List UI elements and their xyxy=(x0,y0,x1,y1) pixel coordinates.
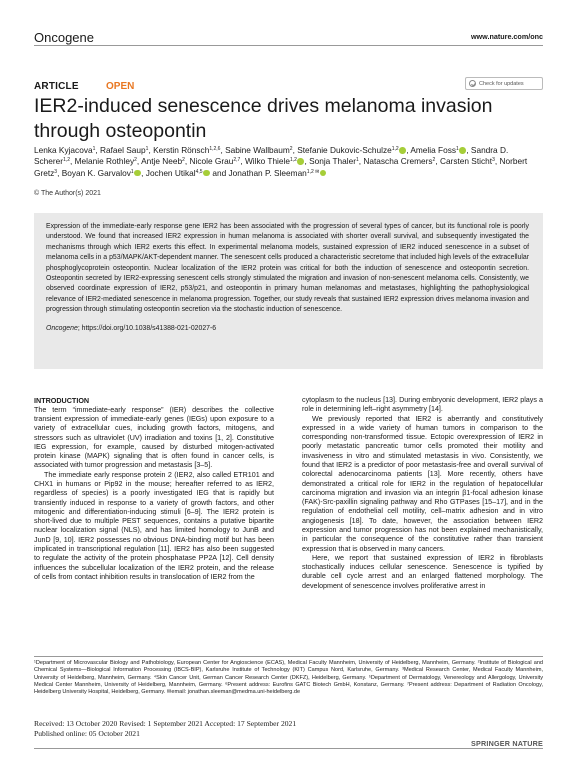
author-name-text: Stefanie Dukovic-Schulze xyxy=(297,145,392,155)
author-name-text: Nicole Grau xyxy=(189,156,234,167)
orcid-icon[interactable] xyxy=(399,147,406,154)
author-separator: , xyxy=(494,156,500,167)
author-name[interactable] xyxy=(153,145,220,155)
author-affiliation-marker: 1 xyxy=(456,146,459,152)
intro-paragraph-1: The term “immediate-early response” (IER) describes the collective transient expression of immediate-early genes (IEGs) upon exposure to a variety of extracellular cues, including growth factors, mitogens, and stressors such as ultraviolet (UV) irradiation and toxins [1, 2]. Constitutive IEG expression, for example, caused by disturbed mitogen-activated protein kinase (MAPK) signaling that is often found in cancer cells, is associated with tumor progression and metastasis [3–5]. xyxy=(34,405,274,470)
author-separator: , xyxy=(406,145,411,155)
author-separator: , xyxy=(435,156,440,167)
author-name[interactable] xyxy=(34,145,95,155)
author-affiliation-marker: 1,2 xyxy=(391,146,399,152)
author-affiliation-marker: 1,2,6 xyxy=(209,146,221,152)
affiliations-text: ¹Department of Microvascular Biology and Pathobiology, European Center for Angioscience (ECAS), Medical Faculty Mannheim, University of Heidelberg, Mannheim, Germany. ²Institute of Biological and Chemical Systems—Biological Information Processing (IBCS-BIP), Karlsruhe Institute of Technology (KIT) Campus Nord, Karlsruhe, Germany. ³Medical Research Center, Medical Faculty Mannheim, University of Heidelberg, Mannheim, Germany. ⁴Skin Cancer Unit, German Cancer Research Center (DKFZ), Heidelberg, Germany. ⁵Department of Dermatology, Venereology and Allergology, University Medical Center Mannheim, University of Heidelberg, Mannheim, Germany. ⁶Present address: Eurofins GATC Biotech GmbH, Konstanz, Germany. ⁷Present address: Department of Radiation Oncology, Heidelberg University Hospital, Heidelberg, Germany. ✉email: jonathan.sleeman@medma.uni-heidelberg.de xyxy=(34,660,543,696)
header-rule xyxy=(34,45,543,46)
author-separator: , xyxy=(292,145,298,155)
author-separator: , xyxy=(95,145,100,155)
author-affiliation-marker: 3 xyxy=(492,157,495,164)
right-text-column xyxy=(302,396,543,591)
author-affiliation-marker: 1,2 xyxy=(63,157,71,164)
author-separator: , xyxy=(136,156,142,167)
author-name-text: Norbert Gretz xyxy=(34,156,528,178)
author-affiliation-marker: 1,2 ✉ xyxy=(306,168,320,175)
check-updates-label: Check for updates xyxy=(479,80,524,87)
author-name[interactable] xyxy=(62,168,141,178)
author-name[interactable] xyxy=(245,156,305,166)
author-separator: , xyxy=(358,156,364,167)
author-affiliation-marker: 4,5 xyxy=(195,168,203,175)
author-affiliation-marker: 3 xyxy=(54,168,58,175)
author-name-text: Kerstin Rönsch xyxy=(153,145,210,155)
journal-website[interactable]: www.nature.com/onc xyxy=(470,32,543,41)
author-name[interactable] xyxy=(190,156,241,166)
author-list xyxy=(34,145,544,179)
author-affiliation-marker: 2 xyxy=(134,157,137,164)
author-name[interactable] xyxy=(75,156,137,166)
copyright-notice: © The Author(s) 2021 xyxy=(34,190,101,197)
author-name[interactable] xyxy=(410,145,466,155)
author-affiliation-marker: 2 xyxy=(182,157,185,164)
author-name-text: Jonathan P. Sleeman xyxy=(228,167,307,178)
author-name-text: Jochen Utikal xyxy=(145,167,196,178)
intro-paragraph-2-continued: cytoplasm to the nucleus [13]. During embryonic development, IER2 plays a role in determining left–right asymmetry [14]. xyxy=(302,396,543,414)
author-name[interactable] xyxy=(297,145,406,155)
author-separator: , xyxy=(141,167,146,178)
footer-rule xyxy=(34,748,543,749)
author-separator: , xyxy=(220,145,226,155)
orcid-icon[interactable] xyxy=(203,170,210,177)
intro-paragraph-3: We previously reported that IER2 is aberrantly and constitutively expressed in a wide variety of human tumors in comparison to the corresponding non-transformed tissue. Ectopic overexpression of IER2 in poorly metastatic pancreatic tumor cells promoted their motility and invasiveness in vitro and stimulated metastasis in vivo. Consistently, we found that IER2 is a predictor of poor metastasis-free and overall survival of colorectal adenocarcinoma patients [13]. More recently, others have demonstrated a critical role for IER2 in the regulation of hepatocellular carcinoma migration and invasion via an integrin β1-focal adhesion kinase (FAK)-Src-paxillin signaling pathway and Rho GTPases [15–17], and in the regulation of endothelial cell motility, cell–matrix adhesion and in vitro angiogenesis [18]. To date, however, the association between IER2 expression and tumor progression has not been explained mechanistically, in particular the consequence of the constitutive rather than transient expression that is observed in many cancers. xyxy=(302,414,543,553)
author-name-text: Sandra D. Scherer xyxy=(34,145,509,167)
author-name-text: Sabine Wallbaum xyxy=(225,145,290,155)
author-name[interactable] xyxy=(229,168,327,178)
author-affiliation-marker: 2 xyxy=(432,157,436,164)
author-separator: , xyxy=(240,156,245,167)
author-name-text: Carsten Sticht xyxy=(439,156,493,167)
orcid-icon[interactable] xyxy=(459,147,466,154)
author-separator: , xyxy=(148,145,154,155)
author-name-text: Boyan K. Garvalov xyxy=(61,167,131,178)
author-name[interactable] xyxy=(363,156,435,166)
orcid-icon[interactable] xyxy=(134,170,141,177)
author-name-text: Lenka Kyjacova xyxy=(34,145,93,155)
open-access-label: OPEN xyxy=(106,81,135,92)
journal-name: Oncogene xyxy=(34,30,94,45)
author-name-text: Melanie Rothley xyxy=(74,156,135,167)
author-name[interactable] xyxy=(309,156,359,166)
affiliations-rule xyxy=(34,656,543,657)
author-name-text: Natascha Cremers xyxy=(363,156,433,167)
author-affiliation-marker: 1 xyxy=(92,146,96,152)
received-revised-accepted: Received: 13 October 2020 Revised: 1 September 2021 Accepted: 17 September 2021 xyxy=(34,719,297,728)
author-affiliation-marker: 1,2 xyxy=(289,157,297,164)
check-for-updates-button[interactable] xyxy=(465,77,543,90)
author-separator: , xyxy=(70,156,75,167)
intro-paragraph-2: The immediate early response protein 2 (IER2, also called ETR101 and CHX1 in humans or Pip92 in the mouse; hereafter referred to as IER2, regardless of species) is a poorly investigated IEG that is rapidly but transiently induced in response to a variety of growth factors, and other mitogenic and differentiation-inducing stimuli [6–9]. The IER2 protein is short-lived due to multiple PEST sequences, contains a putative bipartite nuclear localization signal (NLS), and has limited homology to JunB and JunD [9, 10]. IER2 possesses no obvious DNA-binding motif but has been implicated in transcriptional regulation [11]. IER2 has also been suggested to regulate the activity of the protein phosphatase PP2A [12]. Cell density influences the subcellular localization of the IER2 protein, and the release of cells from contact inhibition results in translocation of IER2 from the xyxy=(34,470,274,581)
author-affiliation-marker: 1 xyxy=(355,157,359,164)
author-separator: and xyxy=(210,167,229,178)
citation-journal: Oncogene xyxy=(46,324,78,332)
publisher-logo: SPRINGER NATURE xyxy=(471,739,543,748)
author-separator: , xyxy=(466,145,471,155)
author-name-text: Wilko Thiele xyxy=(244,156,290,167)
author-name[interactable] xyxy=(146,168,210,178)
abstract-text: Expression of the immediate-early response gene IER2 has been associated with the progression of several types of cancer, but its functional role is poorly understood. We found that increased IER2 expression in human melanoma is associated with shorter overall survival, and subsequently investigated the mechanisms through which IER2 exerts this effect. In experimental melanoma models, sustained expression of IER2 induced senescence in a subset of melanoma cells in a p53/MAPK/AKT-dependent manner. The senescent cells produced a characteristic secretome that included high levels of the extracellular phosphoglycoprotein osteopontin. Nuclear localization of the IER2 protein was critical for both the induction of senescence and osteopontin secretion. Osteopontin secreted by IER2-expressing senescent cells strongly stimulated the migration and invasion of non-senescent melanoma cells. Consistently, we observed coordinate expression of IER2, p53/p21, and osteopontin in primary human melanomas and metastases, highlighting the pathophysiological relevance of IER2-mediated senescence in melanoma progression. Together, our study reveals that sustained IER2 expression drives melanoma invasion and progression through stimulating osteopontin secretion via the stochastic induction of senescence. xyxy=(46,223,529,314)
author-affiliation-marker: 2 xyxy=(289,146,293,152)
author-name[interactable] xyxy=(100,145,148,155)
orcid-icon[interactable] xyxy=(320,170,327,177)
author-name[interactable] xyxy=(225,145,293,155)
author-name-text: Sonja Thaler xyxy=(309,156,356,167)
author-name[interactable] xyxy=(440,156,495,166)
introduction-heading: INTRODUCTION xyxy=(34,396,90,405)
author-separator: , xyxy=(304,156,310,167)
check-updates-icon xyxy=(469,80,476,87)
author-name-text: Amelia Foss xyxy=(410,145,457,155)
abstract-panel xyxy=(34,213,543,369)
author-separator: , xyxy=(57,167,62,178)
author-name-text: Rafael Saup xyxy=(99,145,146,155)
author-name[interactable] xyxy=(141,156,185,166)
citation-doi[interactable]: ; https://doi.org/10.1038/s41388-021-02027-6 xyxy=(77,324,217,332)
article-type-label: ARTICLE xyxy=(34,81,79,92)
orcid-icon[interactable] xyxy=(297,158,304,165)
author-affiliation-marker: 1 xyxy=(145,146,149,152)
author-separator: , xyxy=(184,156,190,167)
author-name-text: Antje Neeb xyxy=(141,156,183,167)
author-affiliation-marker: 2,7 xyxy=(233,157,241,164)
publication-dates xyxy=(34,719,296,738)
intro-paragraph-4: Here, we report that sustained expression of IER2 in fibroblasts stochastically induces cellular senescence. Senescence is typified by durable cell cycle arrest and an enlarged flattened morphology. The development of senescence involves proliferative arrest in xyxy=(302,553,543,590)
left-text-column xyxy=(34,396,274,582)
author-affiliation-marker: 1 xyxy=(130,168,134,175)
article-title: IER2-induced senescence drives melanoma invasion through osteopontin xyxy=(34,95,493,142)
published-online: Published online: 05 October 2021 xyxy=(34,728,140,738)
citation-line xyxy=(46,324,529,334)
